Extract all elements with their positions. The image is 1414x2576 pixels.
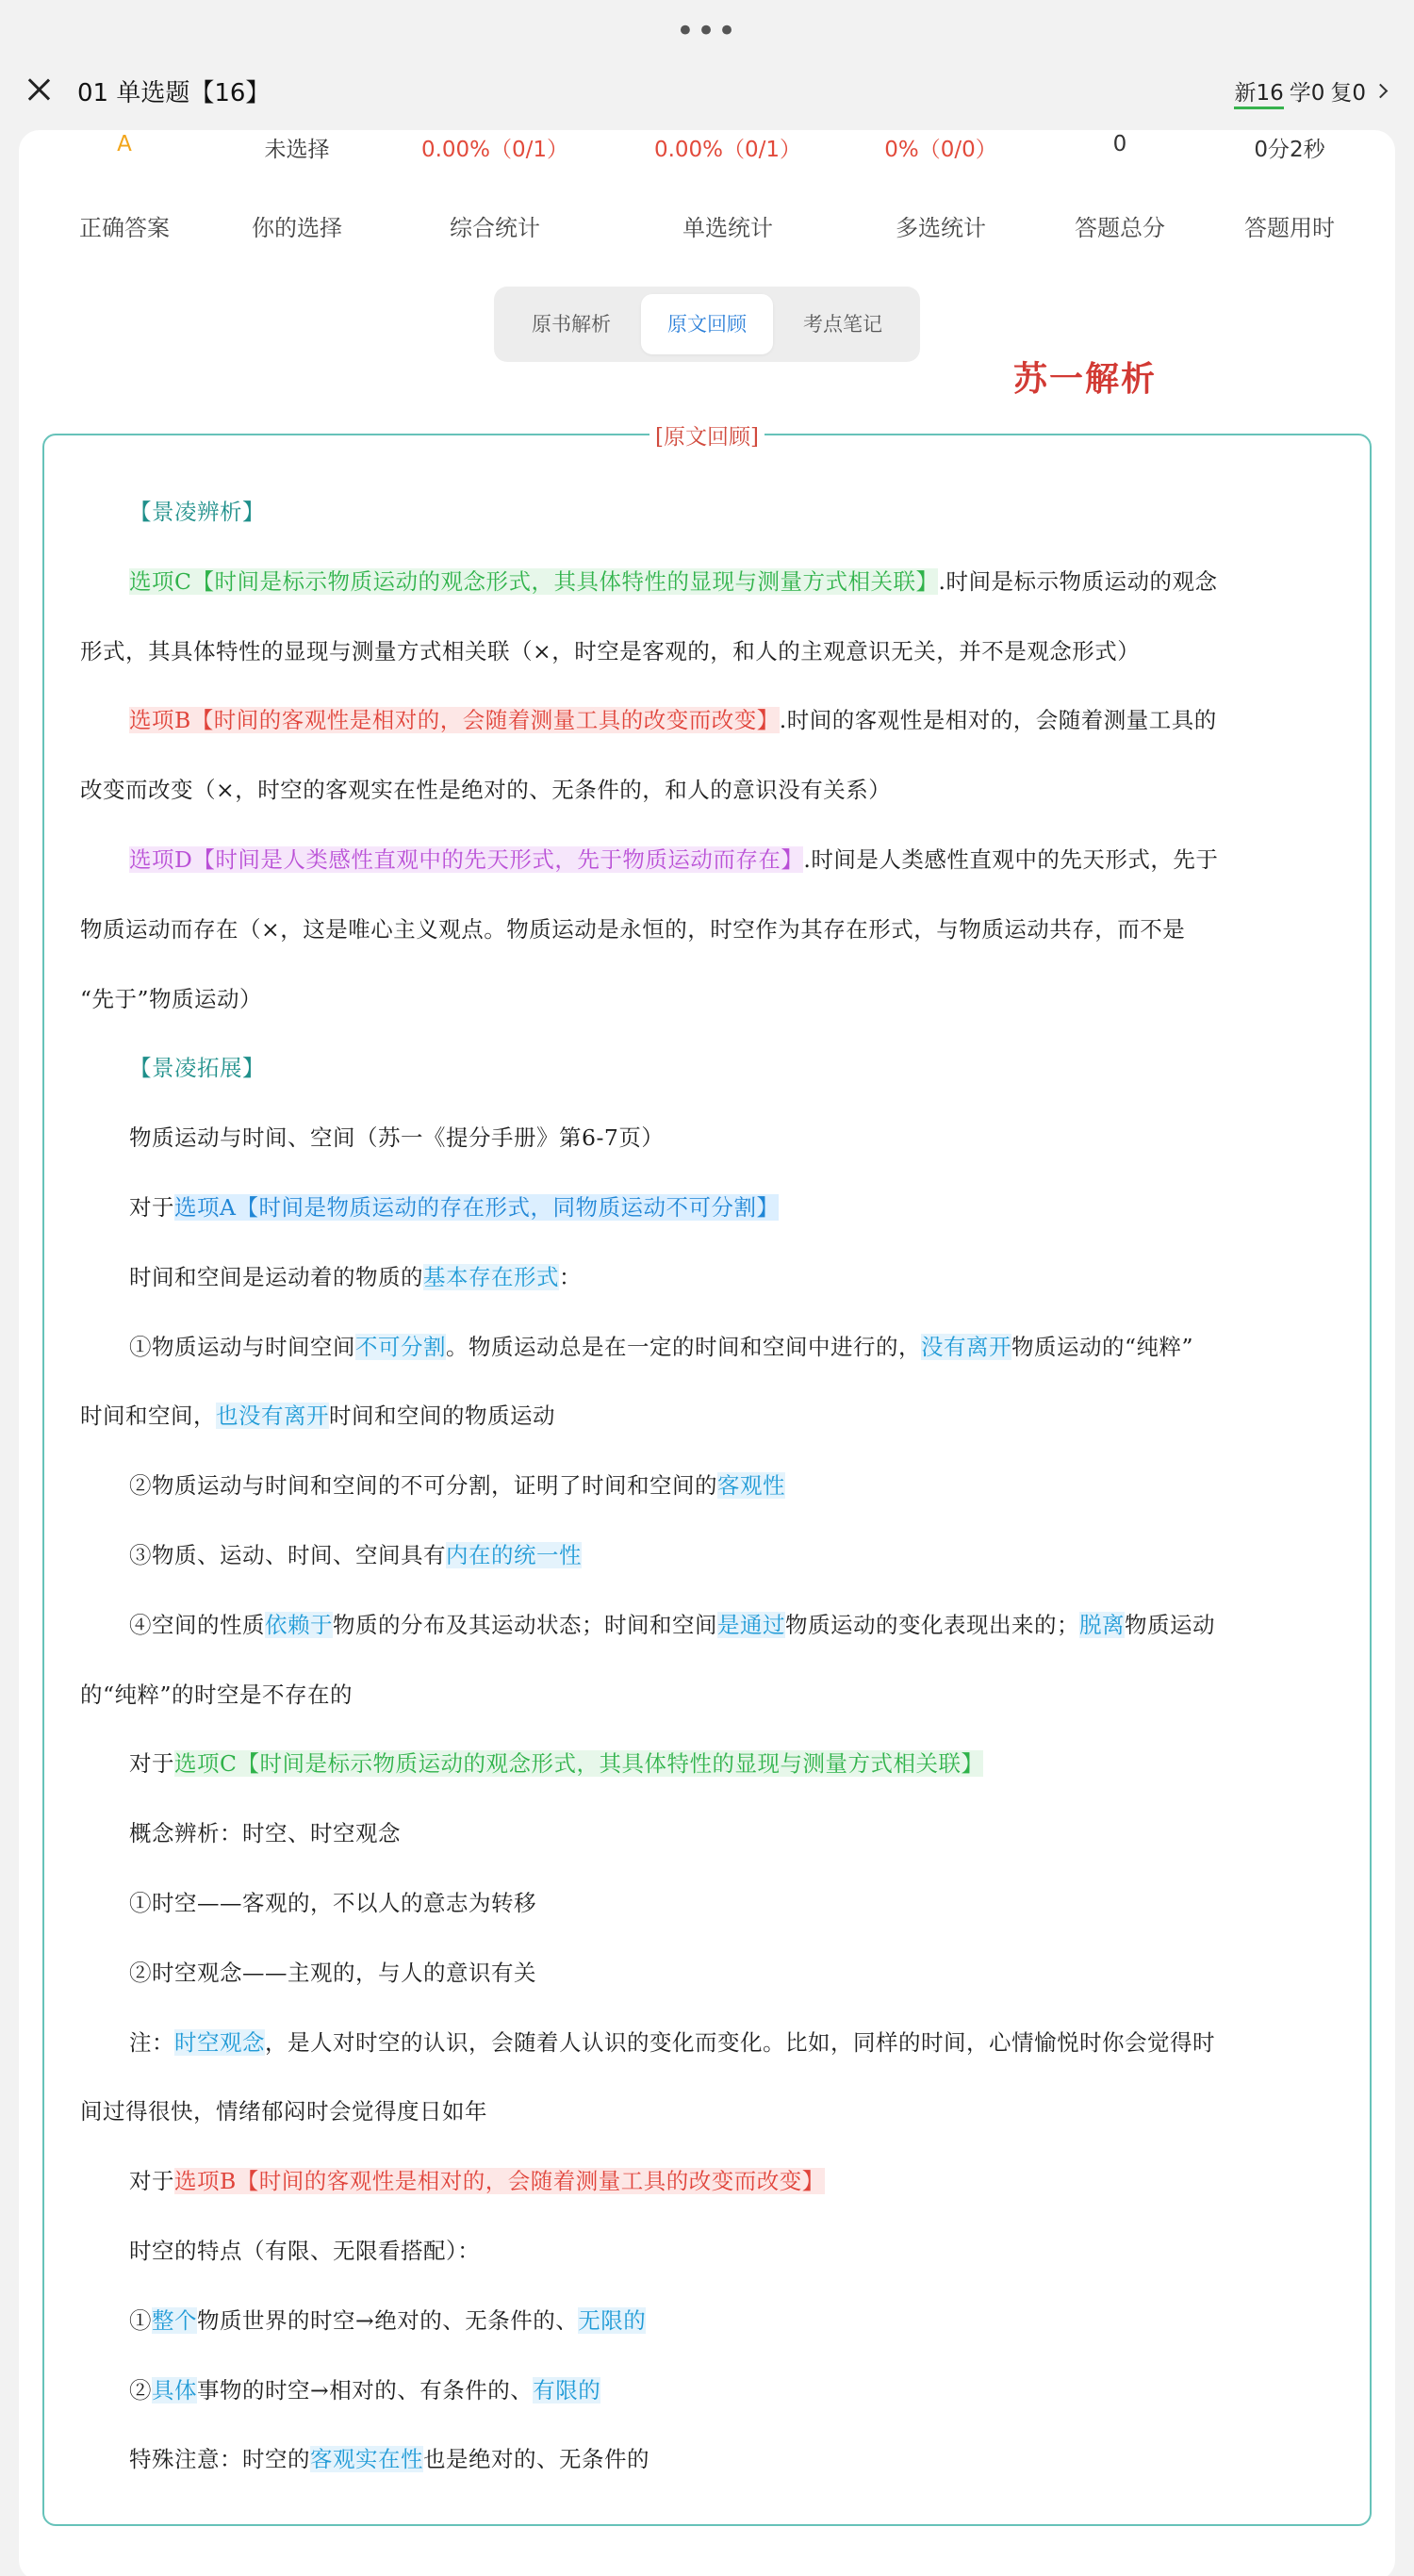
text-line — [44, 1261, 1373, 1293]
text-line — [44, 566, 1373, 598]
text-line — [44, 1191, 1373, 1223]
body-text: 改变而改变（×，时空的客观实在性是绝对的、无条件的，和人的意识没有关系） — [80, 777, 892, 804]
progress-summary[interactable] — [1234, 75, 1386, 107]
close-icon[interactable] — [26, 77, 51, 102]
body-text: 时间和空间是运动着的物质的 — [129, 1263, 423, 1290]
stat-value: 0 — [1112, 132, 1127, 156]
highlighted-text: 客观实在性 — [310, 2446, 423, 2473]
text-line — [44, 1817, 1373, 1849]
body-text: 物质世界的时空→绝对的、无条件的、 — [197, 2306, 579, 2334]
text-line — [44, 1609, 1373, 1641]
stat-label: 答题总分 — [1075, 215, 1165, 241]
highlighted-text: 选项B【时间的客观性是相对的，会随着测量工具的改变而改变】 — [174, 2168, 825, 2195]
highlighted-text: 依赖于 — [265, 1611, 333, 1638]
stat-label: 答题用时 — [1244, 215, 1335, 241]
highlighted-text: 具体 — [152, 2376, 197, 2404]
learn-count: 学0 — [1289, 81, 1325, 106]
highlighted-text: 没有离开 — [921, 1333, 1011, 1360]
body-text: 物质的分布及其运动状态；时间和空间 — [333, 1611, 717, 1638]
text-line — [44, 1679, 1373, 1711]
text-line — [44, 2235, 1373, 2267]
tab-original-review[interactable]: 原文回顾 — [641, 294, 773, 354]
body-text: 的“纯粹”的时空是不存在的 — [80, 1681, 354, 1708]
stat-label: 正确答案 — [79, 215, 170, 241]
body-text: 物质运动 — [1125, 1611, 1215, 1638]
body-text: 对于 — [129, 1194, 174, 1221]
body-text: 物质运动的“纯粹” — [1011, 1333, 1194, 1360]
highlighted-text: 选项D【时间是人类感性直观中的先天形式，先于物质运动而存在】 — [129, 846, 804, 873]
body-text: 特殊注意：时空的 — [129, 2446, 310, 2473]
stat-label: 单选统计 — [682, 215, 773, 241]
body-text: 对于 — [129, 1750, 174, 1778]
text-line — [44, 1122, 1373, 1154]
body-text: 形式，其具体特性的显现与测量方式相关联（×，时空是客观的，和人的主观意识无关，并不是观念形式） — [80, 637, 1141, 665]
text-line — [44, 2443, 1373, 2475]
highlighted-text: 也没有离开 — [216, 1403, 329, 1430]
stat-value: 0分2秒 — [1254, 138, 1325, 162]
body-text: 注： — [129, 2028, 174, 2056]
highlighted-text: 无限的 — [578, 2306, 647, 2334]
body-text: ③物质、运动、时间、空间具有 — [129, 1542, 446, 1568]
review-panel — [42, 425, 1372, 2526]
stat-column — [615, 130, 841, 271]
stat-label: 你的选择 — [252, 215, 342, 241]
body-text: 物质运动的变化表现出来的； — [785, 1611, 1079, 1638]
body-text: ②时空观念——主观的，与人的意识有关 — [129, 1959, 536, 1986]
body-text: 也是绝对的、无条件的 — [423, 2446, 649, 2473]
menu-dots-icon[interactable]: ••• — [675, 12, 739, 50]
body-text: ②物质运动与时间和空间的不可分割，证明了时间和空间的 — [129, 1472, 717, 1500]
stat-value: 未选择 — [264, 138, 330, 162]
highlighted-text: 整个 — [152, 2306, 197, 2334]
body-text: .时间是标示物质运动的观念 — [938, 567, 1218, 595]
text-line — [44, 1957, 1373, 1989]
review-count: 复0 — [1330, 81, 1366, 106]
text-line — [44, 1747, 1373, 1780]
highlighted-text: 脱离 — [1079, 1611, 1125, 1638]
body-text: 概念辨析：时空、时空观念 — [129, 1820, 401, 1847]
stat-column — [382, 130, 608, 271]
body-text: “先于”物质运动） — [80, 985, 263, 1012]
body-text: ④空间的性质 — [129, 1611, 265, 1638]
highlighted-text: 选项C【时间是标示物质运动的观念形式，其具体特性的显现与测量方式相关联】 — [174, 1750, 984, 1778]
body-text: 时间和空间的物质运动 — [329, 1403, 555, 1430]
text-line — [44, 1331, 1373, 1363]
text-line — [44, 913, 1373, 945]
body-text: 物质运动而存在（×，这是唯心主义观点。物质运动是永恒的，时空作为其存在形式，与物质运动共存，而不是 — [80, 915, 1186, 943]
text-line — [44, 635, 1373, 667]
text-line — [44, 496, 1373, 528]
stat-label: 综合统计 — [450, 215, 540, 241]
text-line — [44, 704, 1373, 736]
text-line — [44, 1400, 1373, 1432]
body-text: ①物质运动与时间空间 — [129, 1333, 355, 1360]
body-text: 时间和空间， — [80, 1403, 216, 1430]
body-text: ① — [129, 2306, 152, 2334]
body-text: 物质运动与时间、空间（苏一《提分手册》第6-7页） — [129, 1124, 665, 1152]
panel-title — [44, 419, 1370, 451]
page-title: 01 单选题【16】 — [77, 79, 271, 107]
top-bar — [0, 66, 1414, 119]
stat-value: A — [117, 132, 132, 156]
new-count: 新16 — [1234, 75, 1283, 107]
text-line — [44, 1469, 1373, 1501]
highlighted-text: 时空观念 — [174, 2028, 265, 2056]
text-line — [44, 2026, 1373, 2059]
body-text: ② — [129, 2376, 152, 2404]
body-text: 对于 — [129, 2168, 174, 2195]
body-text: ，是人对时空的认识，会随着人认识的变化而变化。比如，同样的时间，心情愉悦时你会觉得时 — [265, 2028, 1215, 2056]
text-line — [44, 1539, 1373, 1571]
view-tabs — [494, 287, 920, 362]
highlighted-text: 选项C【时间是标示物质运动的观念形式，其具体特性的显现与测量方式相关联】 — [129, 567, 939, 595]
text-line — [44, 774, 1373, 806]
chevron-right-icon — [1373, 84, 1389, 99]
body-text: ①时空——客观的，不以人的意志为转移 — [129, 1890, 536, 1916]
highlighted-text: 基本存在形式 — [423, 1263, 559, 1290]
stats-row — [19, 130, 1395, 271]
panel-legend-text: [原文回顾] — [649, 425, 765, 450]
body-text: .时间的客观性是相对的，会随着测量工具的 — [779, 707, 1217, 734]
body-text: .时间是人类感性直观中的先天形式，先于 — [803, 846, 1219, 873]
section-heading: 【景凌拓展】 — [129, 1055, 265, 1082]
highlighted-text: 不可分割 — [355, 1333, 446, 1360]
text-line — [44, 1052, 1373, 1084]
text-line — [44, 844, 1373, 876]
tab-book-analysis[interactable]: 原书解析 — [532, 313, 611, 336]
section-heading: 【景凌辨析】 — [129, 499, 265, 525]
body-text: 事物的时空→相对的、有条件的、 — [197, 2376, 534, 2404]
highlighted-text: 有限的 — [533, 2376, 601, 2404]
body-text: 。物质运动总是在一定的时间和空间中进行的， — [446, 1333, 921, 1360]
stat-column — [1176, 130, 1403, 271]
body-text: 间过得很快，情绪郁闷时会觉得度日如年 — [80, 2098, 487, 2125]
tab-notes[interactable]: 考点笔记 — [803, 313, 882, 336]
result-card — [19, 130, 1395, 2576]
text-line — [44, 2305, 1373, 2337]
highlighted-text: 客观性 — [717, 1472, 785, 1500]
stat-value: 0.00%（0/1） — [653, 138, 802, 162]
text-line — [44, 1887, 1373, 1919]
stat-label: 多选统计 — [896, 215, 986, 241]
highlighted-text: 内在的统一性 — [446, 1542, 582, 1568]
text-line — [44, 2165, 1373, 2197]
stat-value: 0%（0/0） — [884, 138, 997, 162]
highlighted-text: 选项B【时间的客观性是相对的，会随着测量工具的改变而改变】 — [129, 707, 780, 734]
watermark: 苏一解析 — [1013, 359, 1158, 399]
text-line — [44, 983, 1373, 1015]
text-line — [44, 2374, 1373, 2406]
stat-value: 0.00%（0/1） — [420, 138, 569, 162]
body-text: 时空的特点（有限、无限看搭配）： — [129, 2238, 481, 2264]
stat-column — [184, 130, 410, 271]
highlighted-text: 选项A【时间是物质运动的存在形式，同物质运动不可分割】 — [174, 1194, 780, 1221]
highlighted-text: 是通过 — [717, 1611, 785, 1638]
body-text: ： — [559, 1263, 582, 1290]
text-line — [44, 2095, 1373, 2127]
